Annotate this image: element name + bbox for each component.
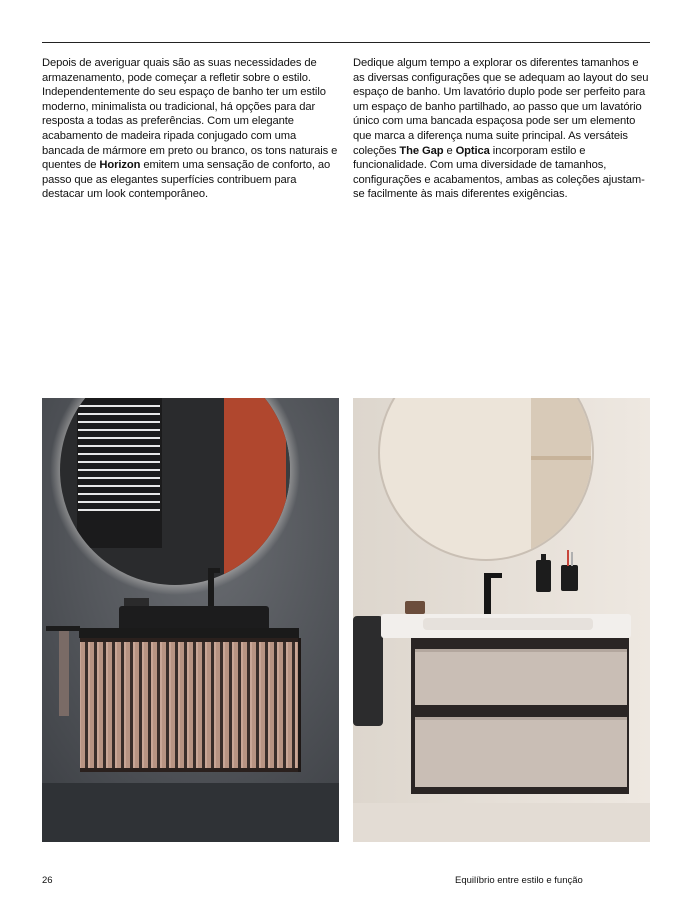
paragraph-text: Dedique algum tempo a explorar os diferentes tamanhos e as diversas configurações que se adequam ao layout do seu espaço de banho. Um lavatório duplo pode ser perfeito para um espaço de banho partilhado, ao passo que um lavatório único com uma bancada espaçosa pode ser um elemento que marca a diferença numa suite principal. As versáteis coleções xyxy=(353,57,649,157)
paragraph-text: e xyxy=(443,144,456,157)
paragraph-text: Depois de averiguar quais são as suas necessidades de armazenamento, pode começar a refletir sobre o estilo. Independentemente do seu espaço de banho ter um estilo moderno, minimalista ou tradicional, há opções para dar resposta a todas as preferências. Com um elegante acabamento de madeira ripada conjugado com uma bancada de mármore em preto ou branco, os tons naturais e quentes de xyxy=(42,57,338,172)
text-column-right xyxy=(353,56,649,202)
page-number: 26 xyxy=(42,875,53,886)
paragraph-text: incorporam estilo e funcionalidade. Com uma diversidade de tamanhos, configurações e acabamentos, ambas as coleções ajustam-se facilmente às mais diferentes exigências. xyxy=(353,144,645,201)
section-title: Equilíbrio entre estilo e função xyxy=(455,875,583,886)
photo-horizon-vanity xyxy=(42,398,339,842)
paragraph-text: emitem uma sensação de conforto, ao passo que as elegantes superfícies contribuem para destacar um look contemporâneo. xyxy=(42,159,331,201)
photo-the-gap-vanity xyxy=(353,398,650,842)
top-rule xyxy=(42,42,650,43)
text-column-left xyxy=(42,56,338,202)
brand-horizon: Horizon xyxy=(99,159,141,172)
brand-optica: Optica xyxy=(455,144,490,157)
brand-the-gap: The Gap xyxy=(399,144,444,157)
